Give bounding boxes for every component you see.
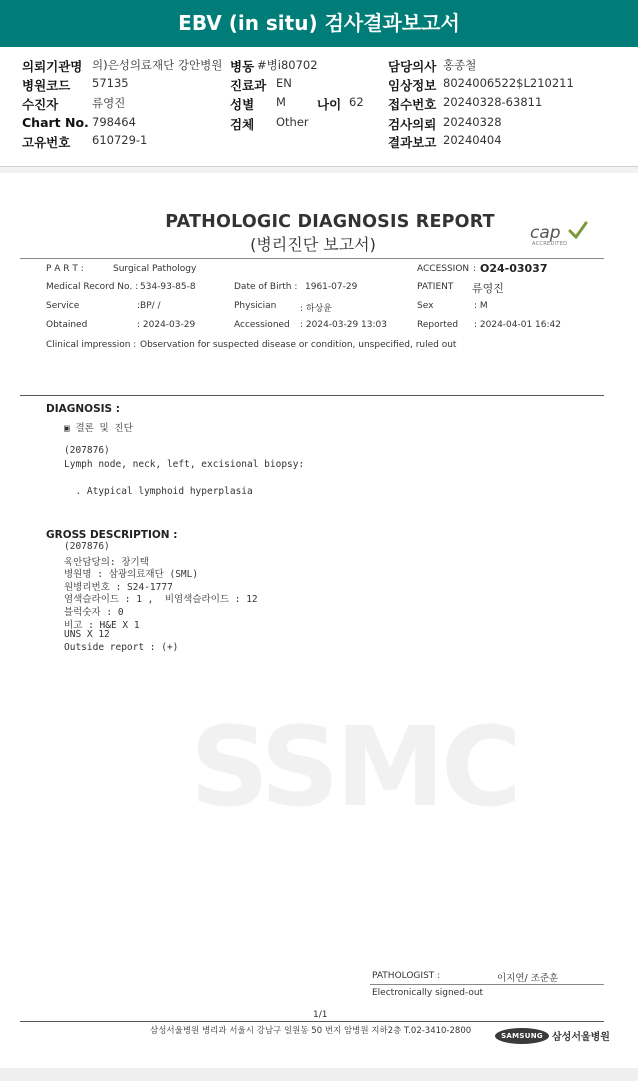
physician-value: : 하상윤 (300, 304, 332, 314)
clinical-impression-label: Clinical impression : (46, 340, 137, 350)
patient-label-en: PATIENT (417, 282, 454, 292)
clinical-info-value: 8024006522$L210211 (443, 76, 574, 90)
mrn-label: Medical Record No. : (46, 282, 139, 292)
footer-divider (20, 1021, 604, 1022)
pathologist-label: PATHOLOGIST : (372, 971, 441, 981)
diagnosis-subheading: ▣ 결론 및 진단 (64, 423, 133, 434)
meta-row-5 (0, 133, 638, 152)
meta-row-1 (0, 57, 638, 76)
doctor-value: 홍종철 (443, 58, 477, 72)
institution-label: 의뢰기관명 (22, 59, 83, 74)
specimen-value: Other (276, 115, 309, 129)
age-label: 나이 (317, 97, 342, 112)
gross-line: (207876) (64, 541, 110, 552)
diagnosis-line: (207876) (64, 445, 110, 456)
obtained-value: : 2024-03-29 (137, 320, 196, 330)
pathology-report-document (0, 173, 638, 1068)
part-label: P A R T : (46, 264, 84, 274)
ward-value: #병i80702 (257, 58, 318, 72)
chart-no-label: Chart No. (22, 115, 89, 130)
gross-line: 원병리번호 : S24-1777 (64, 581, 173, 593)
dob-label: Date of Birth : (234, 282, 298, 292)
unique-id-label: 고유번호 (22, 135, 71, 150)
report-subheading: (병리진단 보고서) (250, 235, 376, 254)
sex-label-en: Sex (417, 301, 434, 311)
service-value: :BP/ / (137, 301, 161, 311)
diagnosis-line: Lymph node, neck, left, excisional biopsy: (64, 458, 305, 470)
samsung-logo: SAMSUNG (495, 1028, 549, 1044)
diagnosis-line: . Atypical lymphoid hyperplasia (64, 485, 253, 497)
viewer-bottom-strip (0, 1068, 638, 1081)
accessioned-label: Accessioned (234, 320, 290, 330)
cap-logo-accredited: ACCREDITED (532, 241, 568, 247)
checkmark-icon (568, 221, 588, 239)
accession-label: ACCESSION (417, 264, 470, 274)
signed-out-text: Electronically signed-out (372, 988, 484, 998)
dob-value: 1961-07-29 (305, 282, 358, 292)
cap-accredited-logo (530, 221, 590, 249)
hospital-watermark: SSMC (190, 703, 518, 831)
meta-row-3 (0, 95, 638, 114)
gross-line: UNS X 12 (64, 629, 110, 641)
patient-value: 류영진 (92, 96, 126, 110)
report-date-value: 20240404 (443, 133, 502, 147)
gross-line: 염색슬라이드 : 1 , 비염색슬라이드 : 12 (64, 594, 258, 606)
patient-label: 수진자 (22, 97, 59, 112)
request-date-label: 검사의뢰 (388, 117, 437, 132)
hospital-code-value: 57135 (92, 76, 129, 90)
dept-value: EN (276, 76, 292, 90)
hospital-code-label: 병원코드 (22, 78, 71, 93)
physician-label: Physician (234, 301, 277, 311)
diagnosis-heading: DIAGNOSIS : (46, 403, 120, 415)
clinical-info-label: 임상정보 (388, 78, 437, 93)
reported-label: Reported (417, 320, 459, 330)
footer-address: 삼성서울병원 병리과 서울시 강남구 일원동 50 번지 암병원 지하2층 T.02-3410-2800 (150, 1026, 472, 1036)
report-title-bar: EBV (in situ) 검사결과보고서 (0, 0, 638, 47)
accession-value: O24-03037 (480, 262, 548, 275)
accessioned-value: : 2024-03-29 13:03 (300, 320, 387, 330)
request-info-panel (0, 47, 638, 167)
gross-line: Outside report : (+) (64, 641, 179, 653)
mrn-value: 534-93-85-8 (140, 282, 196, 292)
age-value: 62 (349, 95, 364, 109)
gross-line: 육안담당의: 장기택 (64, 556, 149, 568)
report-heading: PATHOLOGIC DIAGNOSIS REPORT (165, 212, 495, 232)
header-divider-top (20, 258, 604, 259)
gross-description-heading: GROSS DESCRIPTION : (46, 529, 178, 541)
receipt-label: 접수번호 (388, 97, 437, 112)
signature-divider (370, 984, 604, 985)
clinical-impression-value: Observation for suspected disease or condition, unspecified, ruled out (140, 340, 457, 350)
cap-logo-word: cap (530, 223, 561, 243)
pathologist-names: 이지연/ 조준훈 (497, 973, 559, 984)
reported-value: : 2024-04-01 16:42 (474, 320, 561, 330)
specimen-label: 검체 (230, 117, 255, 132)
meta-row-2 (0, 76, 638, 95)
hospital-logo-name: 삼성서울병원 (552, 1032, 610, 1043)
patient-name: 류영진 (472, 282, 504, 295)
service-label: Service (46, 301, 80, 311)
gross-line: 비고 : H&E X 1 (64, 619, 140, 631)
chart-no-value: 798464 (92, 115, 136, 129)
obtained-label: Obtained (46, 320, 88, 330)
header-divider-bottom (20, 395, 604, 396)
accession-colon: : (473, 264, 477, 274)
gross-line: 병원명 : 삼광의료재단 (SML) (64, 569, 199, 581)
sex-label: 성별 (230, 97, 255, 112)
doctor-label: 담당의사 (388, 59, 437, 74)
part-value: Surgical Pathology (113, 264, 197, 274)
gross-line: 블럭숫자 : 0 (64, 607, 124, 618)
sex-value: M (276, 95, 286, 109)
report-date-label: 결과보고 (388, 135, 437, 150)
receipt-value: 20240328-63811 (443, 95, 543, 109)
request-date-value: 20240328 (443, 115, 502, 129)
sex-value-en: : M (474, 301, 488, 311)
ward-label: 병동 (230, 59, 255, 74)
unique-id-value: 610729-1 (92, 133, 148, 147)
institution-value: 의)은성의료재단 강안병원 (92, 58, 223, 72)
meta-row-4 (0, 115, 638, 134)
page-number: 1/1 (313, 1010, 328, 1020)
dept-label: 진료과 (230, 78, 267, 93)
